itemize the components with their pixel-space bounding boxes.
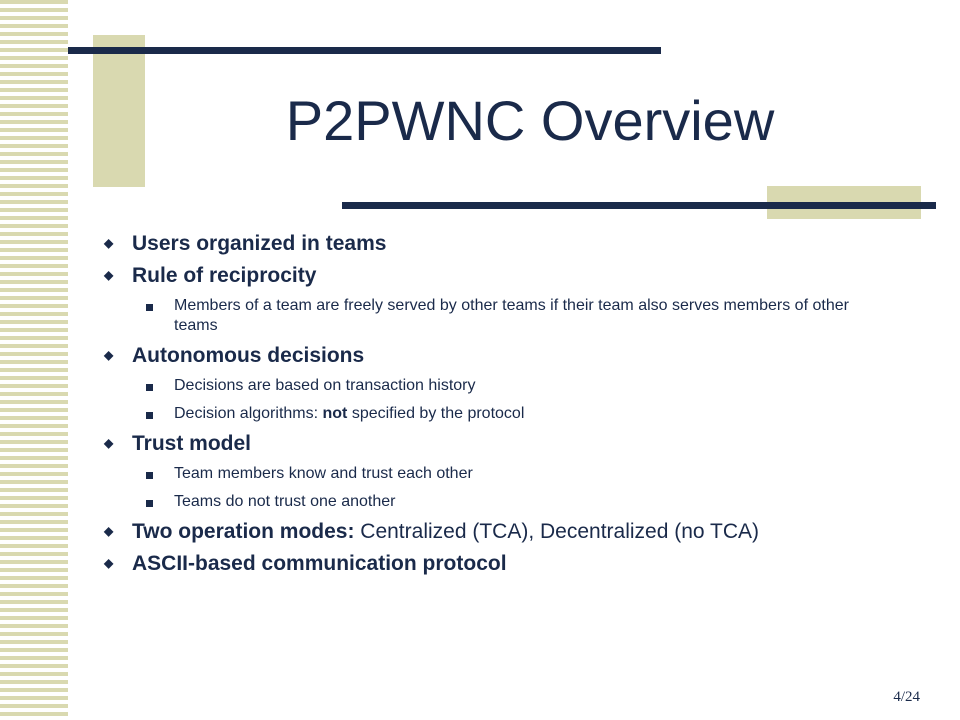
bullet-list bbox=[100, 232, 880, 584]
bullet-ascii-protocol bbox=[100, 552, 880, 576]
title-underline-bar bbox=[342, 202, 936, 209]
page-number: 4/24 bbox=[893, 689, 920, 705]
diamond-bullet-icon: ◆ bbox=[104, 348, 114, 362]
bullet-text: Users organized in teams bbox=[132, 232, 387, 255]
diamond-bullet-icon: ◆ bbox=[104, 236, 114, 250]
sub-bullet-text-bold: not bbox=[322, 405, 348, 422]
sub-bullet bbox=[100, 464, 880, 484]
bullet-text-bold: Two operation modes: bbox=[132, 520, 355, 543]
sub-bullet-text-pre: Decision algorithms: bbox=[174, 405, 323, 422]
bullet-users-teams bbox=[100, 232, 880, 256]
diamond-bullet-icon: ◆ bbox=[104, 436, 114, 450]
diamond-bullet-icon: ◆ bbox=[104, 268, 114, 282]
slide-title: P2PWNC Overview bbox=[285, 89, 775, 152]
sub-bullet-text-post: specified by the protocol bbox=[347, 405, 525, 422]
diamond-bullet-icon: ◆ bbox=[104, 556, 114, 570]
sub-bullet-text: Members of a team are freely served by other teams if their team also serves members of other teams bbox=[174, 297, 849, 334]
sub-bullet bbox=[100, 296, 880, 336]
bullet-reciprocity bbox=[100, 264, 880, 288]
square-bullet-icon bbox=[146, 500, 153, 507]
square-bullet-icon bbox=[146, 384, 153, 391]
left-decorative-strip bbox=[0, 0, 68, 720]
sub-bullet bbox=[100, 376, 880, 396]
bullet-operation-modes bbox=[100, 520, 880, 544]
square-bullet-icon bbox=[146, 304, 153, 311]
bullet-text: Rule of reciprocity bbox=[132, 264, 317, 287]
bullet-text: ASCII-based communication protocol bbox=[132, 552, 507, 575]
sub-bullet bbox=[100, 404, 880, 424]
bullet-autonomous-decisions bbox=[100, 344, 880, 368]
sub-bullet-text: Teams do not trust one another bbox=[174, 493, 396, 510]
bullet-trust-model bbox=[100, 432, 880, 456]
square-bullet-icon bbox=[146, 472, 153, 479]
top-left-decorative-block bbox=[93, 35, 145, 187]
bullet-text: Trust model bbox=[132, 432, 252, 455]
sub-bullet bbox=[100, 492, 880, 512]
sub-bullet-text: Team members know and trust each other bbox=[174, 465, 473, 482]
square-bullet-icon bbox=[146, 412, 153, 419]
bullet-text-rest: Centralized (TCA), Decentralized (no TCA) bbox=[354, 520, 760, 543]
diamond-bullet-icon: ◆ bbox=[104, 524, 114, 538]
top-accent-bar bbox=[68, 47, 661, 54]
sub-bullet-text: Decisions are based on transaction history bbox=[174, 377, 476, 394]
bullet-text: Autonomous decisions bbox=[132, 344, 365, 367]
